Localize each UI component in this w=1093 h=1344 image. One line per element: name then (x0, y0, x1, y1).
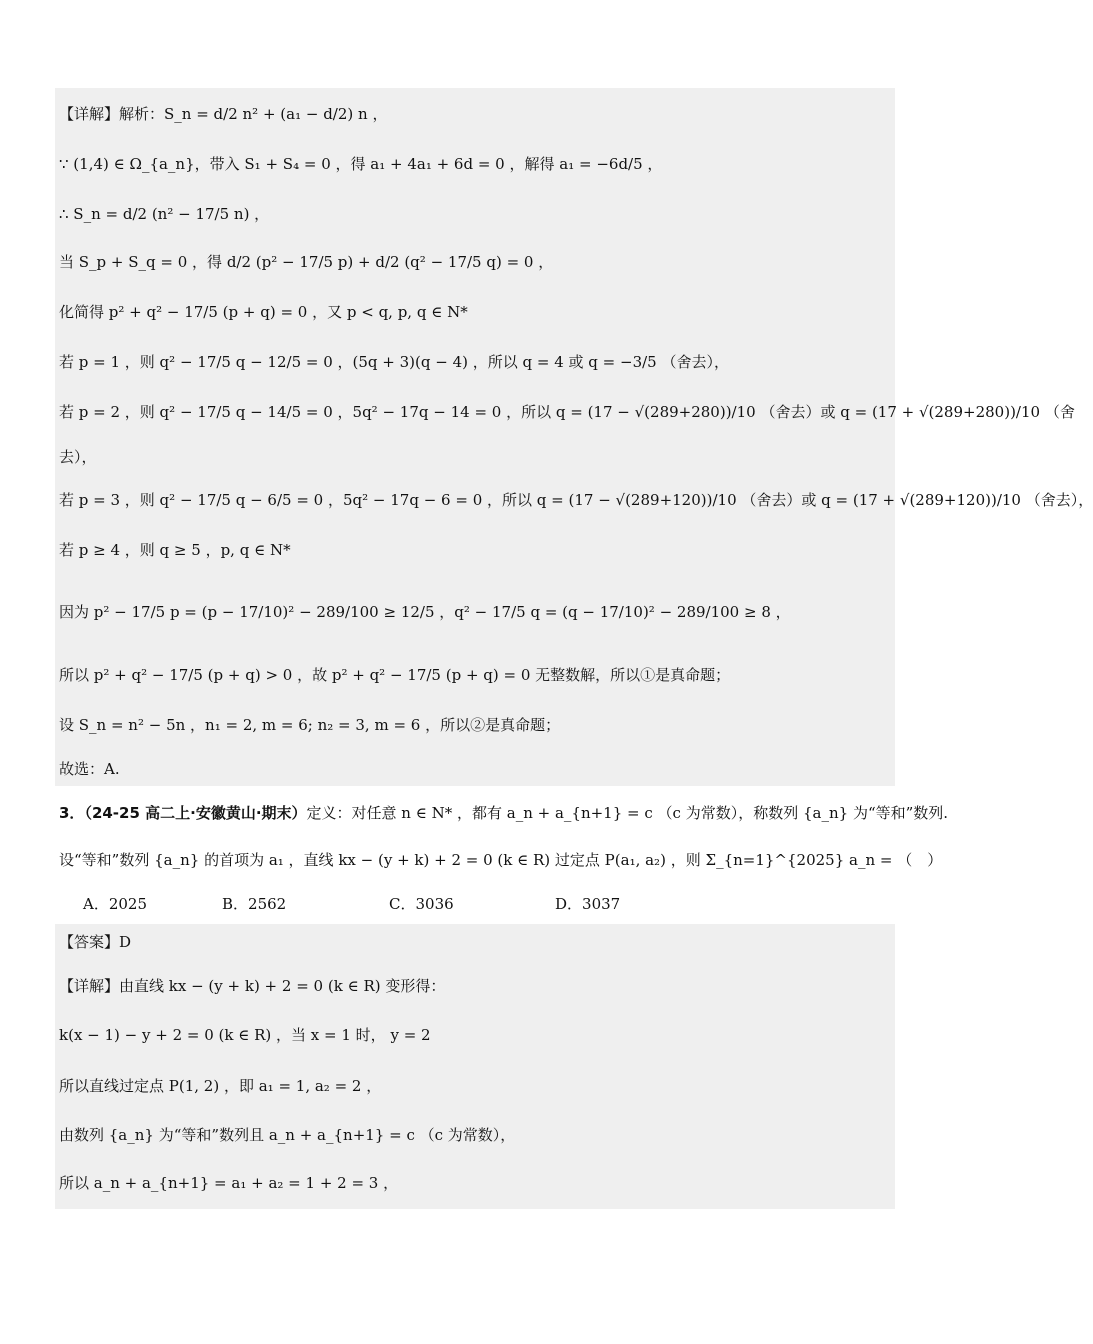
solution-line: 若 p = 3 ，则 q² − 17/5 q − 6/5 = 0 ，5q² − 17q − 6 = 0 ，所以 q = (17 − √(289+120))/10 （舍去）或 q = (17 + √(289+120))/10 （舍去）， (59, 491, 1093, 509)
answer-line: 【详解】由直线 kx − (y + k) + 2 = 0 (k ∈ R) 变形得： (59, 977, 446, 995)
answer-line: 由数列 {a_n} 为“等和”数列且 a_n + a_{n+1} = c （c 为常数）， (59, 1126, 516, 1144)
solution-line: 若 p = 2 ，则 q² − 17/5 q − 14/5 = 0 ，5q² − 17q − 14 = 0 ，所以 q = (17 − √(289+280))/10 （舍去）或 q = (17 + √(289+280))/10 （舍 (59, 403, 1075, 421)
choice-a: A．2025 (83, 895, 148, 913)
solution-line: 【详解】解析：S_n = d/2 n² + (a₁ − d/2) n ， (59, 105, 388, 123)
solution-line: 所以 p² + q² − 17/5 (p + q) > 0 ，故 p² + q² − 17/5 (p + q) = 0 无整数解，所以①是真命题； (59, 666, 731, 684)
choice-d: D．3037 (555, 895, 621, 913)
question-header (59, 803, 948, 823)
answer-line: 所以直线过定点 P(1, 2) ，即 a₁ = 1, a₂ = 2 ， (59, 1077, 382, 1095)
answer-line: 所以 a_n + a_{n+1} = a₁ + a₂ = 1 + 2 = 3 ， (59, 1174, 399, 1192)
question-source: （24-25 高二上·安徽黄山·期末） (84, 804, 307, 822)
solution-line: ∴ S_n = d/2 (n² − 17/5 n) ， (59, 205, 270, 223)
solution-line: 若 p ≥ 4 ，则 q ≥ 5 ，p, q ∈ N* (59, 541, 291, 559)
solution-line: 化简得 p² + q² − 17/5 (p + q) = 0 ，又 p < q, p, q ∈ N* (59, 303, 468, 321)
solution-line: ∵ (1,4) ∈ Ω_{a_n}，带入 S₁ + S₄ = 0 ，得 a₁ + 4a₁ + 6d = 0 ，解得 a₁ = −6d/5 ， (59, 155, 663, 173)
solution-line: 去）， (59, 448, 97, 466)
choice-c: C．3036 (389, 895, 454, 913)
answer-label: 【答案】D (59, 933, 132, 951)
question-text-line1: 定义：对任意 n ∈ N* ，都有 a_n + a_{n+1} = c （c 为常数），称数列 {a_n} 为“等和”数列. (306, 804, 949, 822)
solution-line: 因为 p² − 17/5 p = (p − 17/10)² − 289/100 ≥ 12/5 ，q² − 17/5 q = (q − 17/10)² − 289/100 ≥ 8 ， (59, 603, 791, 621)
solution-line: 当 S_p + S_q = 0 ，得 d/2 (p² − 17/5 p) + d/2 (q² − 17/5 q) = 0 ， (59, 253, 554, 271)
solution-line: 设 S_n = n² − 5n ，n₁ = 2, m = 6; n₂ = 3, m = 6 ，所以②是真命题； (59, 716, 561, 734)
question-number: 3． (59, 804, 85, 822)
solution-line: 若 p = 1 ，则 q² − 17/5 q − 12/5 = 0 ，(5q + 3)(q − 4) ，所以 q = 4 或 q = −3/5 （舍去）， (59, 353, 729, 371)
choice-b: B．2562 (222, 895, 287, 913)
answer-block (55, 924, 895, 1209)
answer-line: k(x − 1) − y + 2 = 0 (k ∈ R) ，当 x = 1 时， y = 2 (59, 1026, 431, 1044)
question-text-line2: 设“等和”数列 {a_n} 的首项为 a₁ ，直线 kx − (y + k) + 2 = 0 (k ∈ R) 过定点 P(a₁, a₂) ，则 Σ_{n=1}^{2025} a_n = （ ） (59, 851, 943, 869)
solution-line: 故选：A. (59, 760, 120, 778)
